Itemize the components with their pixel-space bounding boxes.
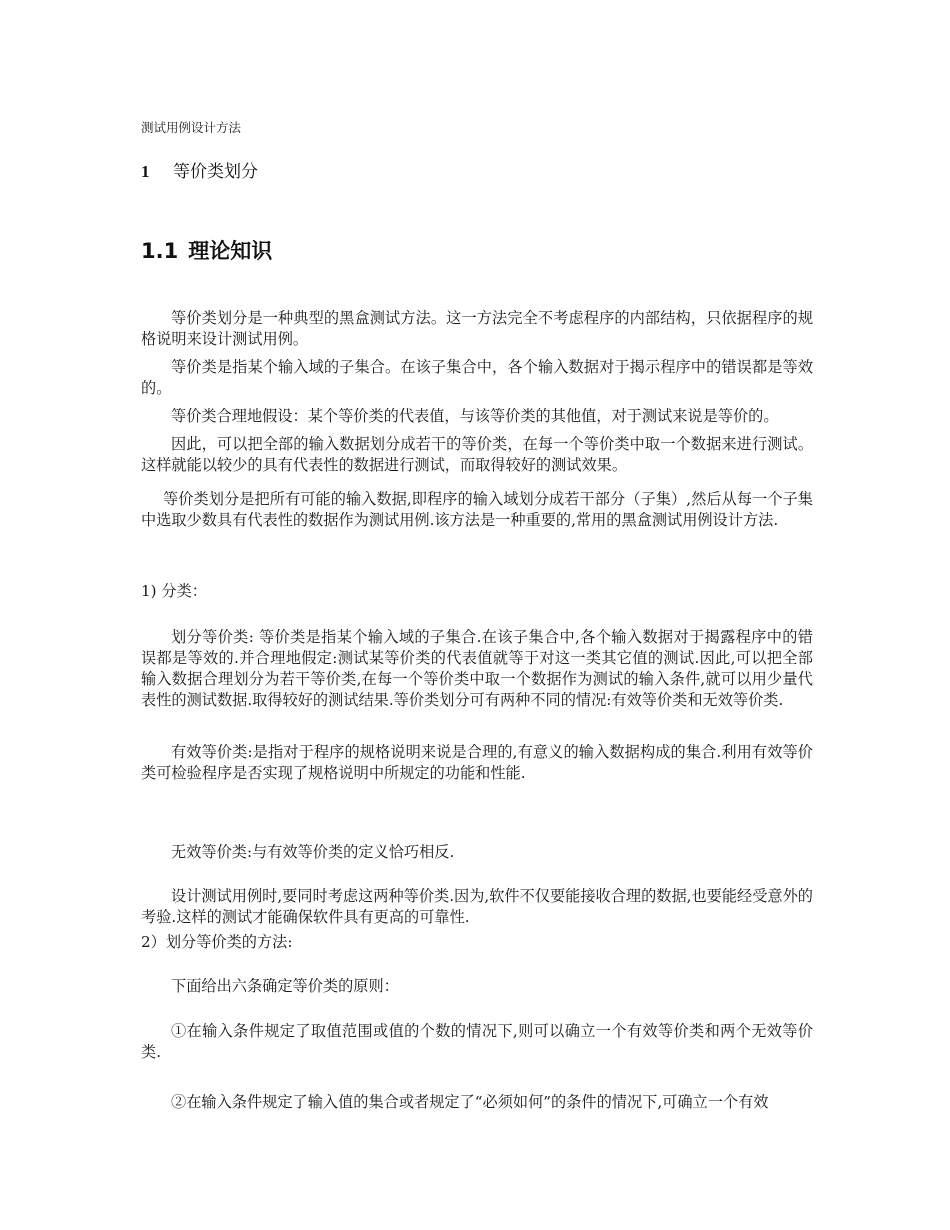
paragraph: 等价类是指某个输入域的子集合。在该子集合中，各个输入数据对于揭示程序中的错误都是等效的。 xyxy=(141,358,813,397)
section-number: 1 xyxy=(141,162,150,181)
rule-item: ②在输入条件规定了输入值的集合或者规定了“必须如何”的条件的情况下,可确立一个有效 xyxy=(171,1093,769,1111)
document-title: 测试用例设计方法 xyxy=(141,120,242,135)
subsection-heading xyxy=(141,235,272,265)
paragraph: 无效等价类:与有效等价类的定义恰巧相反. xyxy=(171,843,455,861)
method-heading: 2）划分等价类的方法: xyxy=(141,933,293,951)
paragraph: 有效等价类:是指对于程序的规格说明来说是合理的,有意义的输入数据构成的集合.利用有效等价类可检验程序是否实现了规格说明中所规定的功能和性能. xyxy=(141,743,813,782)
rule-item: ①在输入条件规定了取值范围或值的个数的情况下,则可以确立一个有效等价类和两个无效等价类. xyxy=(141,1022,813,1061)
paragraph: 等价类划分是一种典型的黑盒测试方法。这一方法完全不考虑程序的内部结构，只依据程序的规格说明来设计测试用例。 xyxy=(141,309,813,348)
paragraph: 划分等价类: 等价类是指某个输入域的子集合.在该子集合中,各个输入数据对于揭露程序中的错误都是等效的.并合理地假定:测试某等价类的代表值就等于对这一类其它值的测试.因此,可以把全部输入数据合理划分为若干等价类,在每一个等价类中取一个数据作为测试的输入条件,就可以用少量代表性的测试数据.取得较好的测试结果.等价类划分可有两种不同的情况:有效等价类和无效等价类. xyxy=(141,628,813,709)
subsection-title: 理论知识 xyxy=(188,239,273,263)
paragraph: 等价类划分是把所有可能的输入数据,即程序的输入域划分成若干部分（子集）,然后从每一个子集中选取少数具有代表性的数据作为测试用例.该方法是一种重要的,常用的黑盒测试用例设计方法. xyxy=(141,490,813,529)
paragraph: 下面给出六条确定等价类的原则： xyxy=(171,977,399,995)
subsection-number: 1.1 xyxy=(141,239,179,263)
paragraph: 等价类合理地假设：某个等价类的代表值，与该等价类的其他值，对于测试来说是等价的。 xyxy=(171,407,779,425)
paragraph: 设计测试用例时,要同时考虑这两种等价类.因为,软件不仅要能接收合理的数据,也要能经受意外的考验.这样的测试才能确保软件具有更高的可靠性. xyxy=(141,887,813,926)
section-heading xyxy=(141,157,258,182)
classify-heading: 1) 分类： xyxy=(141,582,207,600)
section-title: 等价类划分 xyxy=(173,162,258,182)
paragraph: 因此，可以把全部的输入数据划分成若干的等价类，在每一个等价类中取一个数据来进行测试。这样就能以较少的具有代表性的数据进行测试，而取得较好的测试效果。 xyxy=(141,435,813,474)
